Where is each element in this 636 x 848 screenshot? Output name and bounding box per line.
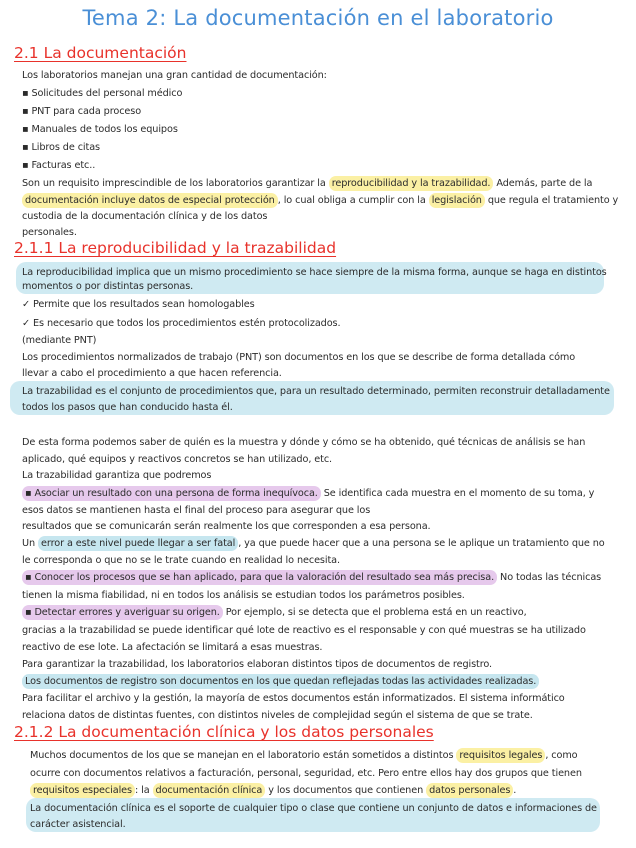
highlight: datos personales — [426, 783, 513, 798]
text-span: No todas las técnicas — [497, 572, 602, 583]
text-line: esos datos se mantienen hasta el final del proceso para asegurar que los — [22, 505, 371, 516]
text-line: resultados que se comunicarán serán realmente los que corresponden a esa persona. — [22, 521, 431, 532]
highlight: requisitos legales — [456, 748, 545, 763]
text-span: Un — [22, 538, 39, 549]
text-line: relaciona datos de distintas fuentes, con distintos niveles de complejidad según el sistema de que se trate. — [22, 710, 533, 721]
text-line: llevar a cabo el procedimiento a que hacen referencia. — [22, 368, 282, 379]
text-line: carácter asistencial. — [30, 819, 126, 830]
text-span: , como — [545, 750, 578, 761]
check-item: ✓ Es necesario que todos los procedimientos estén protocolizados. — [22, 318, 341, 329]
check-item: ✓ Permite que los resultados sean homologables — [22, 299, 255, 310]
text-line: (mediante PNT) — [22, 335, 97, 346]
section-heading-2-1: 2.1 La documentación — [14, 44, 187, 62]
text-span: : la — [134, 785, 153, 796]
text-span: . — [513, 785, 517, 796]
text-line — [22, 571, 601, 584]
text-line: ocurre con documentos relativos a facturación, personal, seguridad, etc. Pero entre ellos hay dos grupos que tienen — [30, 768, 582, 779]
highlight: legislación — [429, 193, 485, 208]
text-span: , ya que puede hacer que a una persona se le aplique un tratamiento que no — [238, 538, 605, 549]
highlight: Los documentos de registro son documentos en los que quedan reflejadas todas las actividades realizadas. — [22, 674, 539, 689]
text-line: personales. — [22, 227, 77, 238]
text-line: aplicado, qué equipos y reactivos concretos se han utilizado, etc. — [22, 454, 333, 465]
text-span: que regula el tratamiento y — [484, 195, 619, 206]
text-span: , lo cual obliga a cumplir con la — [277, 195, 429, 206]
text-line: custodia de la documentación clínica y de los datos — [22, 211, 268, 222]
highlight: error a este nivel puede llegar a ser fatal — [38, 536, 238, 551]
list-item: ▪ Solicitudes del personal médico — [22, 88, 183, 99]
text-span: y los documentos que contienen — [265, 785, 427, 796]
text-line — [22, 177, 592, 190]
highlight: ▪ Detectar errores y averiguar su origen. — [22, 605, 223, 620]
text-span: Se identifica cada muestra en el momento de su toma, y — [320, 488, 595, 499]
text-line — [22, 194, 618, 207]
text-line: De esta forma podemos saber de quién es la muestra y dónde y cómo se ha obtenido, qué técnicas de análisis se han — [22, 437, 586, 448]
text-span: Muchos documentos de los que se manejan en el laboratorio están sometidos a distintos — [30, 750, 457, 761]
text-line: Para garantizar la trazabilidad, los laboratorios elaboran distintos tipos de documentos de registro. — [22, 659, 493, 670]
text-line: le corresponda o que no se le trate cuando en realidad lo necesita. — [22, 555, 340, 566]
text-line: La trazabilidad es el conjunto de procedimientos que, para un resultado determinado, permiten reconstruir detalladamente — [22, 386, 610, 397]
text-line: gracias a la trazabilidad se puede identificar qué lote de reactivo es el responsable y con qué muestras se ha utilizado — [22, 625, 586, 636]
text-line: Los laboratorios manejan una gran cantidad de documentación: — [22, 70, 327, 81]
highlight: ▪ Conocer los procesos que se han aplicado, para que la valoración del resultado sea más precisa. — [22, 570, 497, 585]
section-heading-2-1-1: 2.1.1 La reproducibilidad y la trazabilidad — [14, 239, 337, 257]
highlight: reproducibilidad y la trazabilidad. — [329, 176, 494, 191]
text-line: La reproducibilidad implica que un mismo procedimiento se hace siempre de la misma forma, aunque se haga en distintos — [22, 267, 607, 278]
text-line — [22, 675, 539, 688]
text-line: La trazabilidad garantiza que podremos — [22, 470, 212, 481]
text-line — [22, 537, 605, 550]
text-line: Los procedimientos normalizados de trabajo (PNT) son documentos en los que se describe de forma detallada cómo — [22, 352, 576, 363]
list-item: ▪ Facturas etc.. — [22, 160, 96, 171]
list-item: ▪ PNT para cada proceso — [22, 106, 142, 117]
highlight: documentación clínica — [153, 783, 266, 798]
text-line — [22, 487, 594, 500]
list-item: ▪ Manuales de todos los equipos — [22, 124, 178, 135]
text-line: La documentación clínica es el soporte de cualquier tipo o clase que contiene un conjunto de datos e informaciones de — [30, 803, 597, 814]
text-line — [22, 606, 527, 619]
text-line — [30, 784, 516, 797]
list-item: ▪ Libros de citas — [22, 142, 100, 153]
highlight: ▪ Asociar un resultado con una persona de forma inequívoca. — [22, 486, 321, 501]
highlight: requisitos especiales — [30, 783, 135, 798]
text-span: Además, parte de la — [493, 178, 593, 189]
text-span: Son un requisito imprescindible de los laboratorios garantizar la — [22, 178, 329, 189]
text-span: Por ejemplo, si se detecta que el problema está en un reactivo, — [222, 607, 527, 618]
text-line: momentos o por distintas personas. — [22, 281, 194, 292]
text-line: todos los pasos que han conducido hasta él. — [22, 402, 233, 413]
text-line — [30, 749, 578, 762]
text-line: tienen la misma fiabilidad, ni en todos los análisis se estudian todos los parámetros posibles. — [22, 590, 465, 601]
section-heading-2-1-2: 2.1.2 La documentación clínica y los datos personales — [14, 723, 434, 741]
highlight: documentación incluye datos de especial protección — [22, 193, 278, 208]
page-title: Tema 2: La documentación en el laboratorio — [82, 6, 554, 30]
text-line: Para facilitar el archivo y la gestión, la mayoría de estos documentos están informatizados. El sistema informático — [22, 693, 565, 704]
text-line: reactivo de ese lote. La afectación se limitará a esas muestras. — [22, 642, 323, 653]
